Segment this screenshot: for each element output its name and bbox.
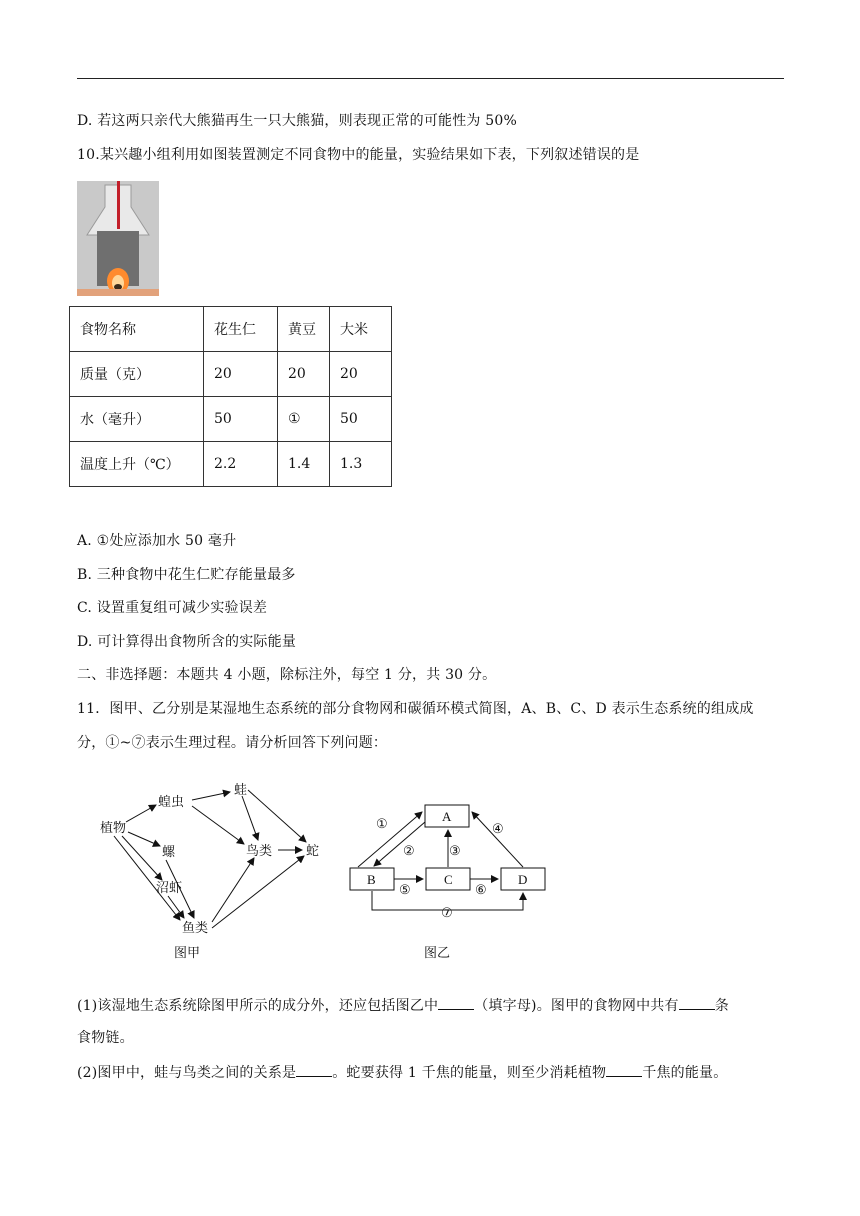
table-cell: 1.4: [278, 442, 330, 487]
question-11-2: [77, 1062, 727, 1083]
question-11-1: [77, 995, 729, 1016]
table-cell: 50: [204, 397, 278, 442]
food-energy-table: [69, 306, 392, 487]
section-heading: 二、非选择题：本题共 4 小题，除标注外，每空 1 分，共 30 分。: [77, 667, 497, 683]
process-4: ④: [492, 821, 504, 836]
process-6: ⑥: [475, 882, 487, 897]
table-cell: 20: [330, 352, 392, 397]
table-row: [70, 307, 392, 352]
table-cell: 20: [204, 352, 278, 397]
table-row: [70, 397, 392, 442]
calorimeter-photo: [77, 181, 159, 296]
table-cell: 温度上升（℃）: [70, 442, 204, 487]
table-row: [70, 442, 392, 487]
option-b-q10: B. 三种食物中花生仁贮存能量最多: [77, 567, 296, 583]
q11-2-text-c: 千焦的能量。: [642, 1065, 728, 1081]
label-c: C: [444, 872, 453, 887]
node-bird: 鸟类: [246, 843, 273, 858]
process-7: ⑦: [441, 905, 453, 920]
question-10-stem: 10.某兴趣小组利用如图装置测定不同食物中的能量，实验结果如下表，下列叙述错误的是: [77, 147, 640, 163]
table-cell: ①: [278, 397, 330, 442]
table-cell: 水（毫升）: [70, 397, 204, 442]
table-cell: 食物名称: [70, 307, 204, 352]
label-a: A: [442, 809, 452, 824]
label-d: D: [518, 872, 528, 887]
option-d-q9: D. 若这两只亲代大熊猫再生一只大熊猫，则表现正常的可能性为 50%: [77, 113, 517, 129]
foodweb-arrows: [114, 790, 306, 928]
answer-blank: [606, 1062, 642, 1077]
node-snake: 蛇: [306, 843, 320, 858]
process-1: ①: [376, 816, 388, 831]
node-fish: 鱼类: [182, 920, 209, 935]
table-cell: 1.3: [330, 442, 392, 487]
q11-1-text-b: （填字母)。图甲的食物网中共有: [474, 998, 679, 1014]
node-snail: 螺: [162, 844, 176, 859]
answer-blank: [679, 995, 715, 1010]
q11-2-text-a: (2)图甲中，蛙与鸟类之间的关系是: [77, 1065, 297, 1081]
table-cell: 20: [278, 352, 330, 397]
process-5: ⑤: [399, 882, 411, 897]
answer-blank: [438, 995, 474, 1010]
header-rule: [77, 78, 784, 79]
ecosystem-diagrams: [88, 772, 568, 972]
table-cell: 质量（克）: [70, 352, 204, 397]
node-locust: 蝗虫: [158, 794, 185, 809]
table-cell: 大米: [330, 307, 392, 352]
caption-fig-b: 图乙: [424, 945, 451, 960]
q11-1-text-c: 条: [714, 998, 729, 1014]
table-cell: 50: [330, 397, 392, 442]
question-11-stem-2: 分，①~⑦表示生理过程。请分析回答下列问题：: [77, 735, 388, 751]
node-plant: 植物: [100, 820, 127, 835]
option-d-q10: D. 可计算得出食物所含的实际能量: [77, 634, 297, 650]
node-frog: 蛙: [234, 782, 248, 797]
q11-1-text-a: (1)该湿地生态系统除图甲所示的成分外，还应包括图乙中: [77, 998, 439, 1014]
table-cell: 花生仁: [204, 307, 278, 352]
option-c-q10: C. 设置重复组可减少实验误差: [77, 600, 268, 616]
process-2: ②: [403, 843, 415, 858]
q11-2-text-b: 。蛇要获得 1 千焦的能量，则至少消耗植物: [332, 1065, 607, 1081]
question-11-stem-1: 11．图甲、乙分别是某湿地生态系统的部分食物网和碳循环模式简图，A、B、C、D 表示生态系统的组成成: [77, 701, 754, 717]
label-b: B: [367, 872, 376, 887]
answer-blank: [296, 1062, 332, 1077]
option-a-q10: A. ①处应添加水 50 毫升: [77, 533, 237, 549]
process-3: ③: [449, 843, 461, 858]
node-shrimp: 沼虾: [156, 880, 183, 895]
question-11-1-cont: 食物链。: [77, 1030, 134, 1046]
caption-fig-a: 图甲: [174, 945, 201, 960]
table-cell: 2.2: [204, 442, 278, 487]
table-row: [70, 352, 392, 397]
table-cell: 黄豆: [278, 307, 330, 352]
